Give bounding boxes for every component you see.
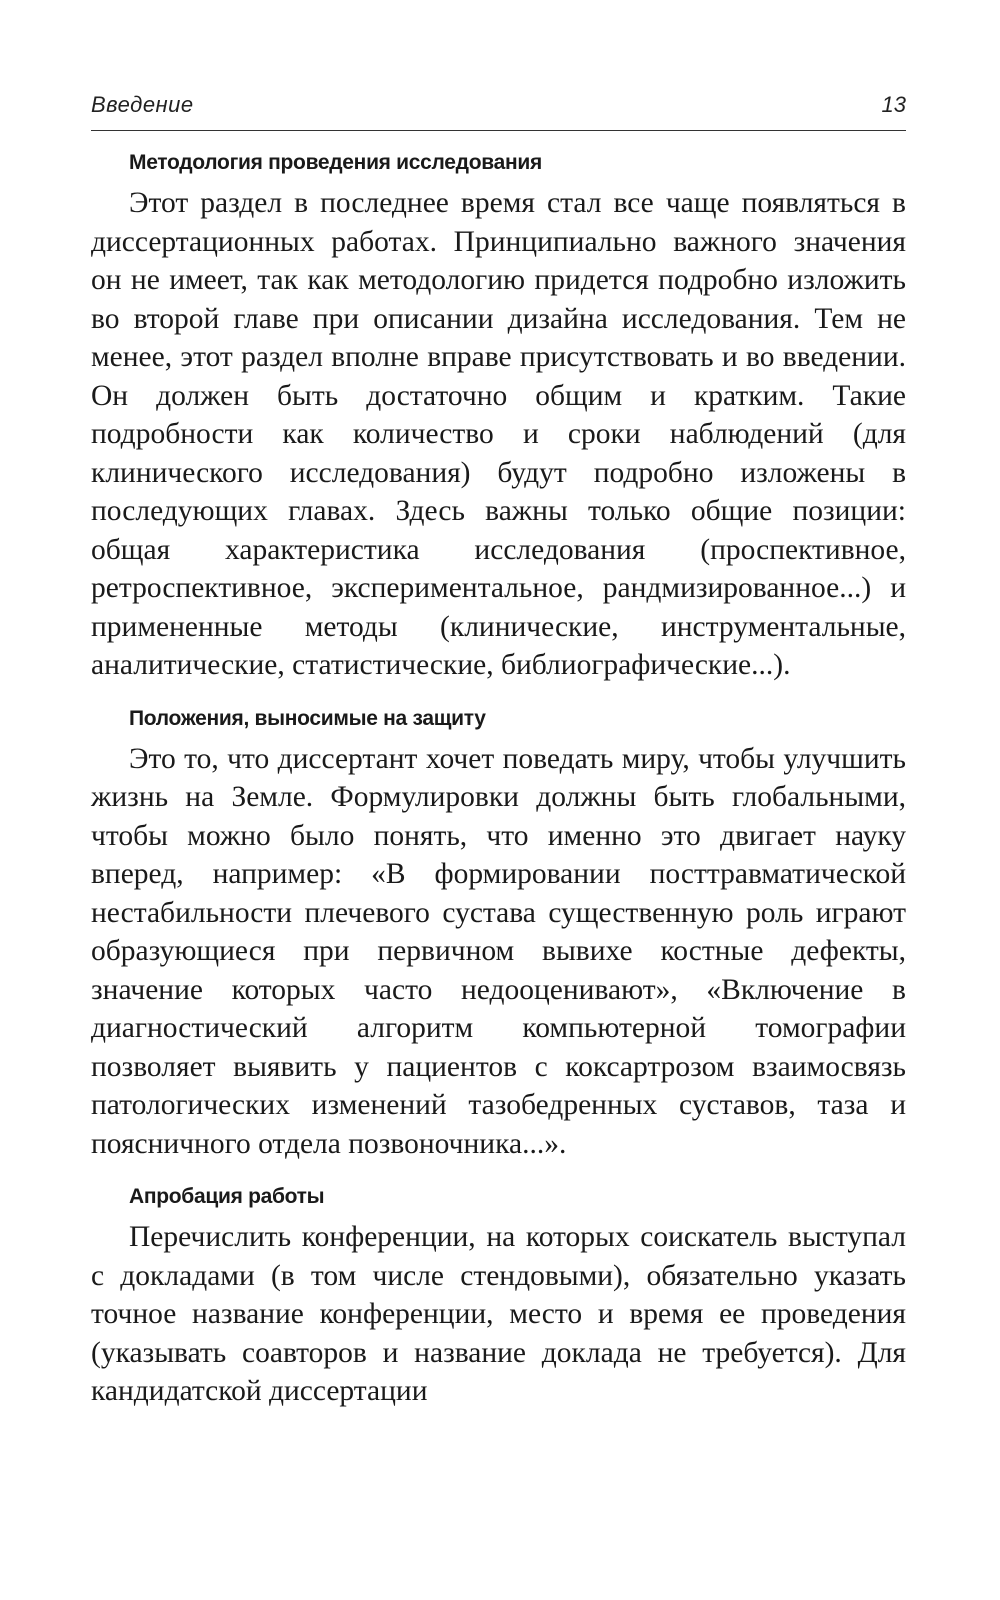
section-methodology — [91, 148, 906, 685]
section-defense-statements — [91, 704, 906, 1164]
section-paragraph: Этот раздел в последнее время стал все чаще появляться в диссертационных работах. Принципиально важного значения он не имеет, так как методологию придется подробно изложить во второй главе при описании дизайна исследования. Тем не менее, этот раздел вполне вправе присутствовать и во введении. Он должен быть достаточно общим и кратким. Такие подробности как количество и сроки наблюдений (для клинического исследования) будут подробно изложены в последующих главах. Здесь важны только общие позиции: общая характеристика исследования (проспективное, ретроспективное, экспериментальное, рандмизированное...) и примененные методы (клинические, инструментальные, аналитические, статистические, библиографические...). — [91, 187, 906, 681]
page-number: 13 — [881, 92, 906, 117]
running-head — [91, 90, 906, 131]
chapter-title: Введение — [91, 92, 194, 117]
section-paragraph: Перечислить конференции, на которых соискатель выступал с докладами (в том числе стендовыми), обязательно указать точное название конференции, место и время ее проведения (указывать соавторов и название доклада не требуется). Для кандидатской диссертации — [91, 1221, 906, 1407]
section-paragraph: Это то, что диссертант хочет поведать миру, чтобы улучшить жизнь на Земле. Формулировки должны быть глобальными, чтобы можно было понять, что именно это двигает науку вперед, например: «В формировании посттравматической нестабильности плечевого сустава существенную роль играют образующиеся при первичном вывихе костные дефекты, значение которых часто недооценивают», «Включение в диагностический алгоритм компьютерной томографии позволяет выявить у пациентов с коксартрозом взаимосвязь патологических изменений тазобедренных суставов, таза и поясничного отдела позвоночника...». — [91, 742, 906, 1160]
section-heading: Методология проведения исследования — [129, 151, 542, 174]
section-heading: Положения, выносимые на защиту — [129, 706, 486, 730]
page-body — [91, 148, 906, 1411]
section-approbation — [91, 1182, 906, 1411]
section-heading: Апробация работы — [129, 1185, 325, 1208]
